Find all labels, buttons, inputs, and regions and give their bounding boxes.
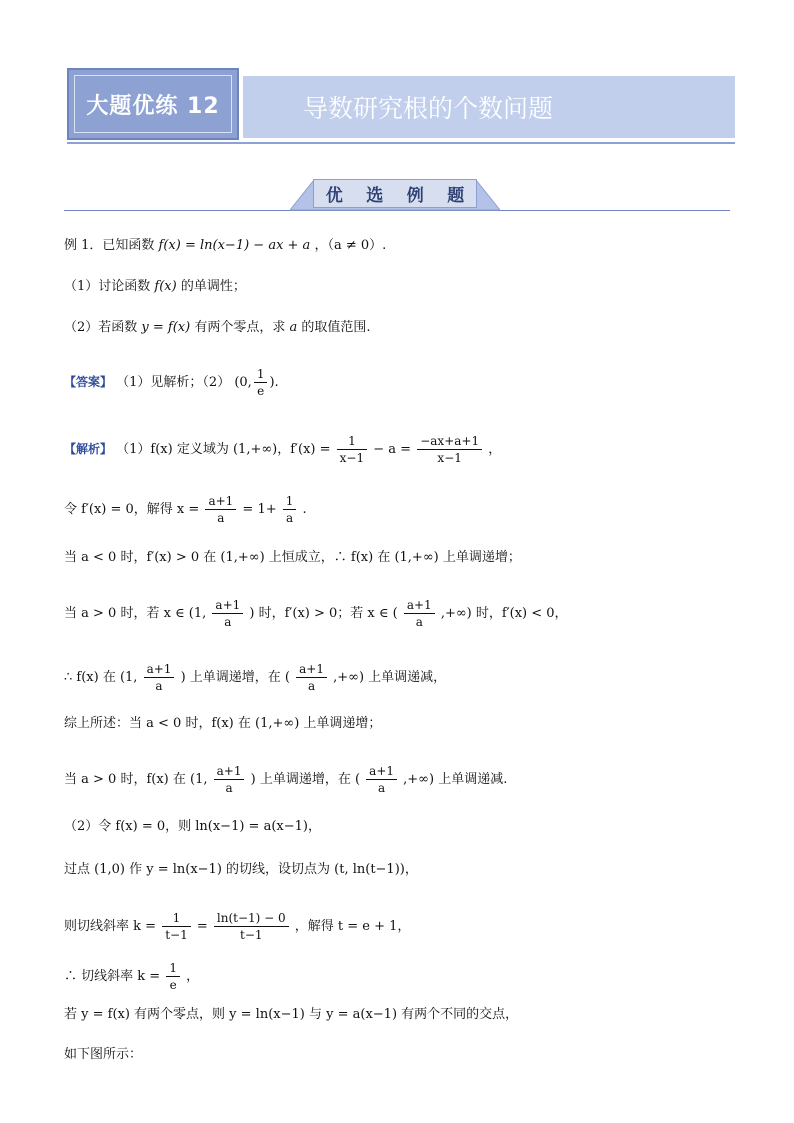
analysis-text: ,+∞) 时，f′(x) < 0， xyxy=(440,606,568,621)
fraction-denominator: a xyxy=(224,615,232,629)
fraction xyxy=(214,763,245,796)
analysis-line-7 xyxy=(64,763,507,796)
question-1-end: 的单调性； xyxy=(180,279,246,294)
analysis-line-9 xyxy=(64,860,418,880)
fraction-numerator: 1 xyxy=(337,433,367,450)
analysis-text: ,+∞) 上单调递减. xyxy=(403,772,508,787)
fraction-numerator: ln(t−1) − 0 xyxy=(214,910,289,927)
header-label-box xyxy=(67,68,239,140)
section-char: 优 xyxy=(325,186,343,206)
analysis-text: ∴ 切线斜率 k = xyxy=(64,969,161,984)
question-2 xyxy=(64,318,371,338)
fraction xyxy=(166,960,180,993)
question-1 xyxy=(64,277,246,297)
example-label: 例 1．已知函数 xyxy=(64,238,155,253)
fraction-numerator: a+1 xyxy=(144,661,175,678)
answer-interval-left: (0, xyxy=(234,375,252,390)
analysis-line-1 xyxy=(64,433,501,466)
fraction-numerator: 1 xyxy=(283,493,297,510)
analysis-text: ,+∞) 上单调递减， xyxy=(333,670,447,685)
analysis-text: 则切线斜率 k = xyxy=(64,919,157,934)
answer-tag: 【答案】 xyxy=(64,375,113,389)
fraction-numerator: a+1 xyxy=(404,597,435,614)
fraction-denominator: a xyxy=(217,511,225,525)
analysis-text: − a = xyxy=(373,442,412,457)
analysis-line-8 xyxy=(64,817,321,837)
question-2-end: 的取值范围. xyxy=(301,320,371,335)
analysis-line-10 xyxy=(64,910,410,943)
analysis-text: （2）令 f(x) = 0，则 ln(x−1) = a(x−1)， xyxy=(64,819,321,834)
question-2-var: a xyxy=(289,320,298,335)
fraction xyxy=(214,910,289,943)
fraction-denominator: a xyxy=(415,615,423,629)
fraction-numerator: a+1 xyxy=(296,661,327,678)
fraction-numerator: 1 xyxy=(162,910,191,927)
fraction-denominator: x−1 xyxy=(339,451,365,465)
fraction xyxy=(162,910,191,943)
analysis-text: ) 上单调递增，在 ( xyxy=(180,670,290,685)
section-heading xyxy=(313,179,477,208)
fraction-denominator: t−1 xyxy=(240,928,263,942)
analysis-text: ∴ f(x) 在 (1, xyxy=(64,670,138,685)
function-formula: f(x) = ln(x−1) − ax + a xyxy=(158,238,311,253)
analysis-text: （1）f(x) 定义域为 (1,+∞)，f′(x) = xyxy=(116,442,331,457)
analysis-text: 如下图所示： xyxy=(64,1047,143,1062)
analysis-text: 综上所述：当 a < 0 时，f(x) 在 (1,+∞) 上单调递增； xyxy=(64,716,382,731)
fraction xyxy=(366,763,397,796)
analysis-text: 过点 (1,0) 作 y = ln(x−1) 的切线，设切点为 (t, ln(t−1))， xyxy=(64,862,418,877)
fraction-denominator: e xyxy=(257,384,265,398)
analysis-line-12 xyxy=(64,1005,518,1025)
fraction xyxy=(212,597,243,630)
fraction-numerator: −ax+a+1 xyxy=(417,433,482,450)
fraction-denominator: a xyxy=(307,679,316,693)
header-rule xyxy=(67,142,735,144)
fraction-numerator: a+1 xyxy=(205,493,236,510)
analysis-line-11 xyxy=(64,960,199,993)
fraction-denominator: e xyxy=(169,978,177,992)
analysis-text: 当 a > 0 时，f(x) 在 (1, xyxy=(64,772,208,787)
section-char: 例 xyxy=(406,186,424,206)
fraction xyxy=(296,661,327,694)
fraction xyxy=(283,493,297,526)
question-1-func: f(x) xyxy=(154,279,177,294)
analysis-text: ， xyxy=(488,442,502,457)
analysis-text: . xyxy=(302,502,307,517)
question-1-text: （1）讨论函数 xyxy=(64,279,151,294)
analysis-line-2 xyxy=(64,493,307,526)
answer-line xyxy=(64,366,279,399)
analysis-text: ， xyxy=(186,969,200,984)
header-title-box xyxy=(243,76,735,138)
fraction-numerator: 1 xyxy=(166,960,180,977)
fraction xyxy=(404,597,435,630)
fraction xyxy=(144,661,175,694)
fraction-numerator: a+1 xyxy=(212,597,243,614)
analysis-line-6 xyxy=(64,714,381,734)
analysis-text: ) 上单调递增，在 ( xyxy=(250,772,361,787)
analysis-line-5 xyxy=(64,661,446,694)
answer-text: （1）见解析；（2） xyxy=(116,375,231,390)
analysis-text: 当 a < 0 时，f′(x) > 0 在 (1,+∞) 上恒成立，∴ f(x) 在 (1,+∞) 上单调递增； xyxy=(64,550,521,565)
fraction-denominator: a xyxy=(155,679,163,693)
question-2-func: y = f(x) xyxy=(141,320,191,335)
header-label: 大题优练 12 xyxy=(86,93,220,119)
fraction-denominator: a xyxy=(225,781,233,795)
fraction-denominator: t−1 xyxy=(165,928,188,942)
fraction-denominator: x−1 xyxy=(437,451,462,465)
fraction xyxy=(205,493,236,526)
fraction-numerator: a+1 xyxy=(366,763,397,780)
fraction-numerator: 1 xyxy=(254,366,268,383)
analysis-text: = 1+ xyxy=(242,502,277,517)
analysis-text: = xyxy=(196,919,208,934)
page-title: 导数研究根的个数问题 xyxy=(303,94,554,123)
fraction-denominator: a xyxy=(286,511,294,525)
analysis-text: 当 a > 0 时，若 x ∈ (1, xyxy=(64,606,207,621)
analysis-line-13 xyxy=(64,1045,142,1065)
question-2-mid: 有两个零点，求 xyxy=(194,320,286,335)
answer-interval-right: ). xyxy=(269,375,279,390)
analysis-text: ，解得 t = e + 1， xyxy=(294,919,411,934)
analysis-line-4 xyxy=(64,597,568,630)
question-2-text: （2）若函数 xyxy=(64,320,138,335)
fraction xyxy=(417,433,482,466)
section-char: 选 xyxy=(366,186,384,206)
analysis-text: 令 f′(x) = 0，解得 x = xyxy=(64,502,200,517)
analysis-text: ) 时，f′(x) > 0；若 x ∈ ( xyxy=(249,606,398,621)
example-statement xyxy=(64,236,386,256)
analysis-line-3 xyxy=(64,548,521,568)
fraction-numerator: a+1 xyxy=(214,763,245,780)
analysis-tag: 【解析】 xyxy=(64,442,113,456)
fraction xyxy=(337,433,367,466)
answer-fraction xyxy=(254,366,268,399)
analysis-text: 若 y = f(x) 有两个零点，则 y = ln(x−1) 与 y = a(x−1) 有两个不同的交点， xyxy=(64,1007,519,1022)
condition-text: ，（a ≠ 0）. xyxy=(314,238,387,253)
section-char: 题 xyxy=(447,186,465,206)
fraction-denominator: a xyxy=(378,781,386,795)
